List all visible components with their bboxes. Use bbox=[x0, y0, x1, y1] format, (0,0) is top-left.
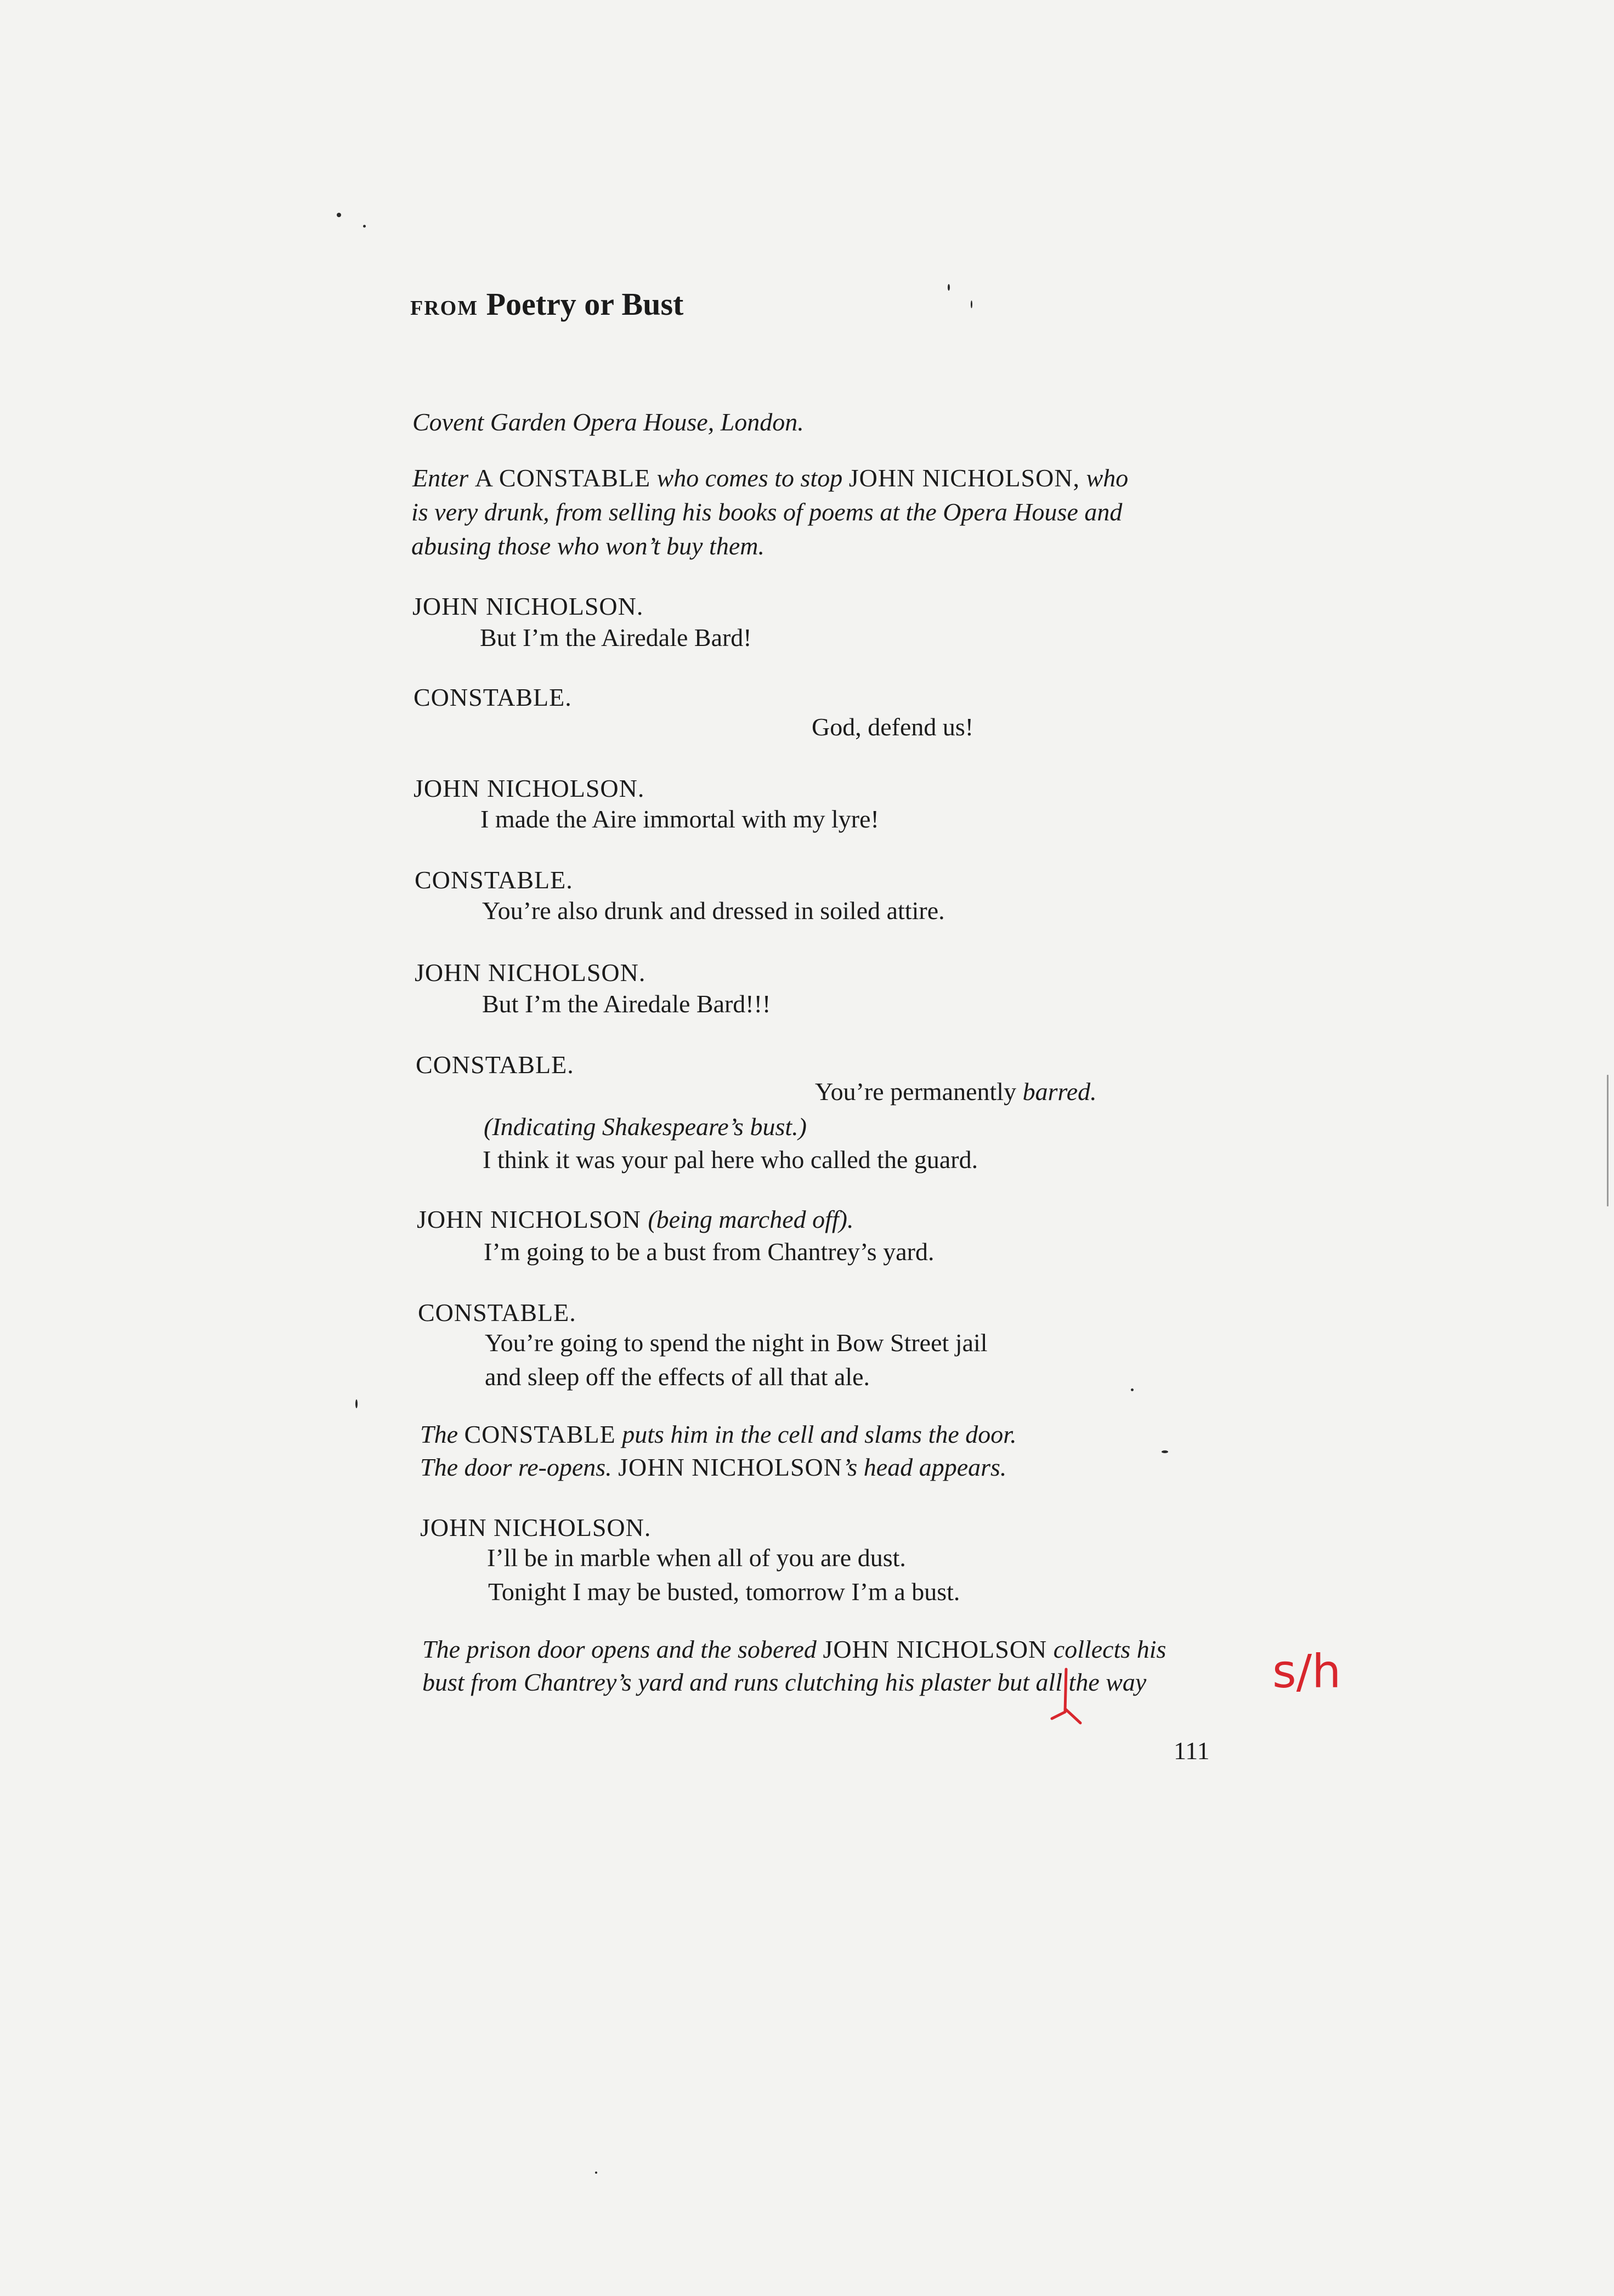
dialogue-stage-direction: (Indicating Shakespeare’s bust.) bbox=[484, 1113, 807, 1141]
dialogue-line-emphasis: barred. bbox=[1022, 1078, 1097, 1106]
dialogue-line-text: You’re permanently bbox=[815, 1078, 1017, 1106]
speaker-name: CONSTABLE. bbox=[415, 866, 573, 894]
sd2-nicholson: JOHN NICHOLSON bbox=[618, 1453, 842, 1481]
dialogue-line: You’re going to spend the night in Bow Street jail bbox=[485, 1329, 988, 1357]
proof-insertion-mark bbox=[1046, 1662, 1090, 1727]
sd2-constable: CONSTABLE bbox=[464, 1420, 616, 1448]
sd1-who: who bbox=[1086, 464, 1129, 492]
page-number: 111 bbox=[1174, 1737, 1210, 1765]
dialogue-line: God, defend us! bbox=[812, 713, 974, 741]
sd1-nicholson: JOHN NICHOLSON, bbox=[848, 464, 1080, 492]
sd1-constable: A CONSTABLE bbox=[474, 464, 651, 492]
scan-speck bbox=[1607, 1075, 1609, 1206]
dialogue-line: But I’m the Airedale Bard!!! bbox=[482, 990, 771, 1018]
heading-from-label: FROM bbox=[410, 297, 479, 320]
stage-direction-1-line-3: abusing those who won’t buy them. bbox=[411, 532, 764, 560]
dialogue-line: Tonight I may be busted, tomorrow I’m a bust. bbox=[488, 1578, 960, 1606]
sd2-door-reopens: The door re-opens. bbox=[420, 1453, 612, 1481]
scan-speck bbox=[595, 2172, 597, 2174]
speaker-name-text: JOHN NICHOLSON bbox=[417, 1205, 641, 1233]
sd1-enter: Enter bbox=[412, 464, 469, 492]
speaker-name: JOHN NICHOLSON. bbox=[420, 1513, 652, 1541]
proof-margin-mark: s/h bbox=[1272, 1645, 1341, 1698]
speaker-name: JOHN NICHOLSON. bbox=[414, 774, 645, 802]
dialogue-line: I made the Aire immortal with my lyre! bbox=[480, 805, 879, 833]
dialogue-line: But I’m the Airedale Bard! bbox=[480, 623, 752, 651]
dialogue-line bbox=[815, 1075, 1097, 1109]
section-heading bbox=[410, 282, 683, 330]
sd2-the: The bbox=[420, 1420, 458, 1448]
stage-direction-1-line-2: is very drunk, from selling his books of poems at the Opera House and bbox=[411, 498, 1123, 526]
heading-title: Poetry or Bust bbox=[486, 286, 684, 322]
sd2-head-appears: ’s head appears. bbox=[842, 1453, 1007, 1481]
speaker-name: CONSTABLE. bbox=[418, 1299, 576, 1326]
dialogue-line: You’re also drunk and dressed in soiled attire. bbox=[482, 897, 945, 925]
setting-line: Covent Garden Opera House, London. bbox=[412, 408, 804, 436]
sd1-who-comes: who comes to stop bbox=[656, 464, 843, 492]
sd2-action: puts him in the cell and slams the door. bbox=[622, 1420, 1017, 1448]
speaker-name bbox=[417, 1203, 854, 1236]
dialogue-line: I’m going to be a bust from Chantrey’s yard. bbox=[484, 1238, 935, 1266]
dialogue-line: I think it was your pal here who called the guard. bbox=[483, 1146, 978, 1173]
scan-speck bbox=[1162, 1450, 1168, 1453]
scan-speck bbox=[971, 301, 972, 308]
dialogue-line: and sleep off the effects of all that ale. bbox=[485, 1363, 870, 1391]
sd3-nicholson: JOHN NICHOLSON bbox=[823, 1635, 1047, 1663]
speaker-name: CONSTABLE. bbox=[416, 1051, 574, 1079]
stage-direction-2-line-2 bbox=[420, 1450, 1006, 1485]
sd3-prison-door: The prison door opens and the sobered bbox=[422, 1635, 817, 1663]
stage-direction-3-line-2: bust from Chantrey’s yard and runs clutching his plaster but all the way bbox=[422, 1668, 1147, 1696]
scan-speck bbox=[355, 1399, 358, 1408]
sd3-collects: collects his bbox=[1053, 1635, 1166, 1663]
speaker-direction: (being marched off). bbox=[648, 1205, 854, 1233]
scan-speck bbox=[948, 284, 950, 291]
speaker-name: JOHN NICHOLSON. bbox=[412, 592, 644, 620]
scan-speck bbox=[337, 213, 341, 217]
dialogue-line: I’ll be in marble when all of you are dust. bbox=[487, 1544, 906, 1572]
speaker-name: CONSTABLE. bbox=[414, 683, 572, 711]
stage-direction-1-line-1 bbox=[412, 461, 1128, 496]
stage-direction-2-line-1 bbox=[420, 1417, 1017, 1452]
scan-speck bbox=[1131, 1388, 1134, 1391]
scan-speck bbox=[363, 225, 366, 228]
speaker-name: JOHN NICHOLSON. bbox=[415, 959, 646, 987]
